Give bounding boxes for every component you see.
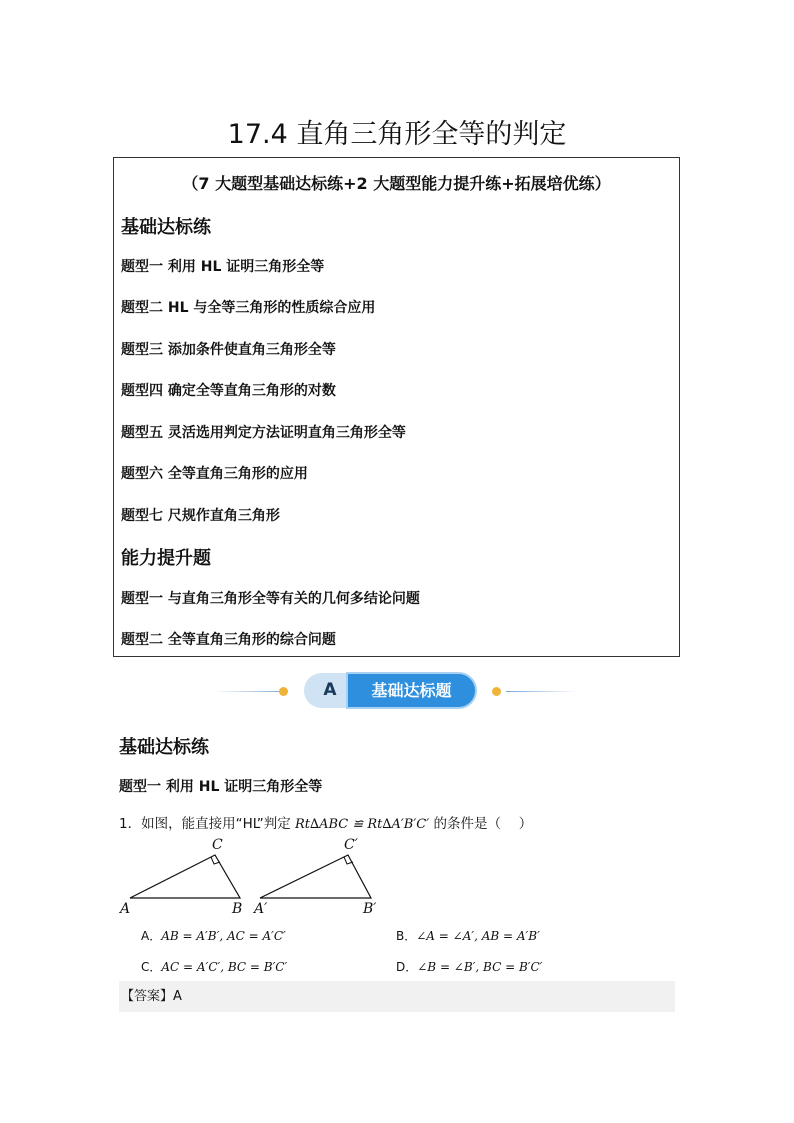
- page-title: 17.4 直角三角形全等的判定: [227, 119, 567, 150]
- option-a[interactable]: [141, 927, 286, 944]
- toc-item-advanced-1: 题型一 与直角三角形全等有关的几何多结论问题: [121, 591, 420, 607]
- toc-item-basic-5: 题型五 灵活选用判定方法证明直角三角形全等: [121, 425, 406, 441]
- section-heading: 基础达标练: [119, 737, 209, 758]
- question-prefix: 1．如图，能直接用“HL”判定: [119, 816, 295, 832]
- badge-line-right: [506, 691, 578, 692]
- label-b: B: [232, 901, 243, 917]
- badge-line-left: [213, 691, 285, 692]
- label-c-prime: C′: [344, 837, 358, 853]
- option-b[interactable]: [396, 927, 540, 944]
- toc-item-basic-7: 题型七 尺规作直角三角形: [121, 508, 280, 524]
- option-d-math: ∠B = ∠B′, BC = B′C′: [417, 960, 543, 974]
- toc-basic-heading: 基础达标练: [121, 217, 211, 238]
- toc-item-basic-4: 题型四 确定全等直角三角形的对数: [121, 383, 336, 399]
- section-topic: 题型一 利用 HL 证明三角形全等: [119, 779, 323, 795]
- toc-item-basic-2: 题型二 HL 与全等三角形的性质综合应用: [121, 300, 376, 316]
- option-b-math: ∠A = ∠A′, AB = A′B′: [416, 929, 540, 943]
- option-d[interactable]: [396, 958, 542, 975]
- option-c-label: C．: [141, 960, 162, 974]
- option-c-math: AC = A′C′, BC = B′C′: [161, 960, 288, 974]
- section-badge: [213, 671, 578, 709]
- option-d-label: D．: [396, 960, 418, 974]
- badge-dot-right: [492, 687, 501, 696]
- triangle-abc: [130, 855, 240, 898]
- toc-item-basic-1: 题型一 利用 HL 证明三角形全等: [121, 259, 325, 275]
- triangle-figure: [115, 833, 395, 921]
- label-a: A: [120, 901, 131, 917]
- option-b-label: B．: [396, 929, 417, 943]
- label-a-prime: A′: [254, 901, 268, 917]
- toc-item-advanced-2: 题型二 全等直角三角形的综合问题: [121, 632, 336, 648]
- badge-letter: A: [304, 673, 356, 708]
- question-math: Rt∆ABC ≌ Rt∆A′B′C′: [295, 817, 430, 832]
- triangle-a-prime-b-prime-c-prime: [260, 855, 371, 898]
- toc-box: [113, 157, 680, 657]
- toc-item-basic-3: 题型三 添加条件使直角三角形全等: [121, 342, 336, 358]
- answer-box: 【答案】A: [119, 981, 675, 1012]
- label-c: C: [212, 837, 223, 853]
- option-a-math: AB = A′B′, AC = A′C′: [161, 929, 286, 943]
- toc-item-basic-6: 题型六 全等直角三角形的应用: [121, 466, 308, 482]
- option-c[interactable]: [141, 958, 287, 975]
- toc-advanced-heading: 能力提升题: [121, 548, 211, 569]
- badge-dot-left: [279, 687, 288, 696]
- option-a-label: A．: [141, 929, 162, 943]
- label-b-prime: B′: [363, 901, 377, 917]
- badge-label: 基础达标题: [346, 672, 477, 709]
- question-suffix: 的条件是（ ）: [429, 816, 533, 832]
- toc-subtitle: （7 大题型基础达标练+2 大题型能力提升练+拓展培优练）: [182, 174, 611, 193]
- question-1: [119, 812, 532, 832]
